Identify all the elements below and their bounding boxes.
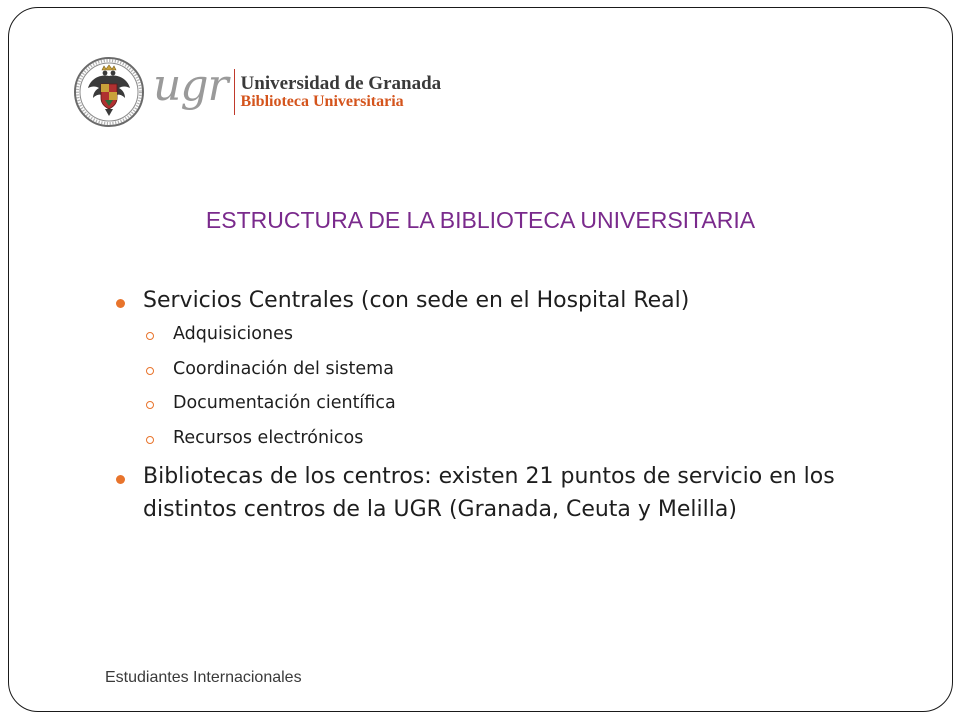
- sub-bullet-text: Coordinación del sistema: [173, 358, 394, 379]
- slide-frame: [8, 7, 953, 712]
- sub-bullet-item: [143, 352, 853, 387]
- university-name: Universidad de Granada: [240, 72, 442, 94]
- hollow-circle-bullet-icon: [146, 367, 154, 375]
- bullet-text: Servicios Centrales (con sede en el Hospital Real): [143, 288, 690, 313]
- slide-footer: Estudiantes Internacionales: [105, 669, 302, 686]
- sub-bullet-text: Recursos electrónicos: [173, 427, 364, 448]
- library-name: Biblioteca Universitaria: [240, 92, 404, 110]
- bullet-list: [113, 284, 853, 526]
- hollow-circle-bullet-icon: [146, 401, 154, 409]
- bullet-text: Bibliotecas de los centros: existen 21 puntos de servicio en los distintos centros de la UGR (Granada, Ceuta y Melilla): [143, 464, 835, 522]
- sub-bullet-item: [143, 421, 853, 456]
- slide-content: [113, 284, 853, 526]
- university-seal-icon: [73, 56, 145, 128]
- university-logo: [73, 54, 441, 130]
- sub-bullet-text: Documentación científica: [173, 393, 396, 413]
- sub-bullet-text: Adquisiciones: [173, 324, 293, 344]
- ugr-wordmark: ugr: [153, 60, 228, 111]
- bullet-item: [113, 284, 853, 455]
- logo-divider: [234, 69, 235, 115]
- hollow-circle-bullet-icon: [146, 332, 154, 340]
- sub-bullet-list: [143, 317, 853, 455]
- sub-bullet-item: [143, 386, 853, 421]
- sub-bullet-item: [143, 317, 853, 352]
- hollow-circle-bullet-icon: [146, 436, 154, 444]
- slide-title: ESTRUCTURA DE LA BIBLIOTECA UNIVERSITARIA: [205, 207, 756, 233]
- bullet-dot-icon: [116, 475, 125, 484]
- bullet-item: [113, 460, 853, 526]
- logo-text: [241, 74, 442, 111]
- bullet-dot-icon: [116, 299, 125, 308]
